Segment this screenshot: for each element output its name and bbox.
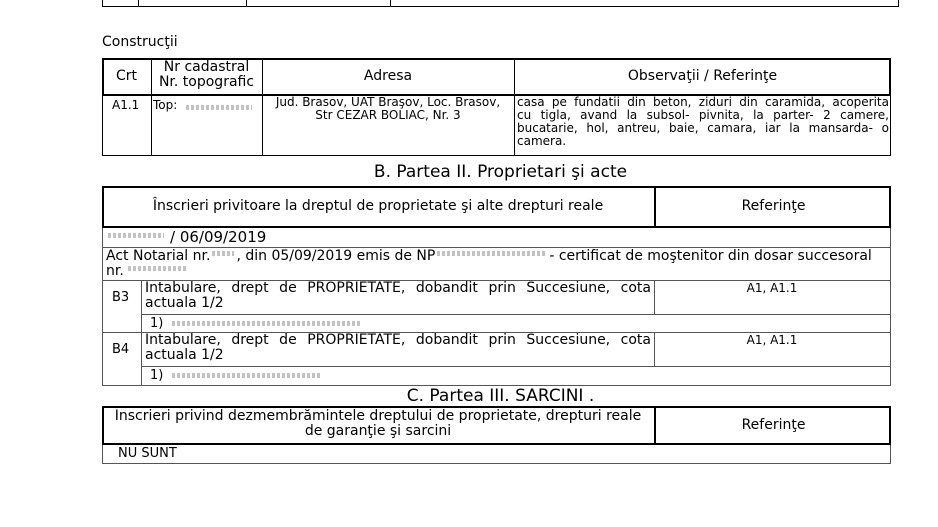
redacted-text	[437, 251, 547, 256]
header-nr-cadastral	[151, 60, 262, 90]
table-border-left	[102, 228, 103, 386]
entry-b3-text	[145, 281, 651, 311]
row-obs-line1: casa pe fundatii din beton, ziduri din caramida, acoperita	[517, 95, 889, 109]
entry-b4-ref: A1, A1.1	[746, 333, 798, 347]
partea2-header-left: Înscrieri privitoare la dreptul de proprietate şi alte drepturi reale	[152, 198, 604, 214]
row-obs-line3: bucatarie, hol, antreu, baie, camara, iar la mansarda- o	[517, 121, 889, 135]
table-border-left	[102, 445, 103, 464]
header-nr-cadastral-line1: Nr cadastral	[163, 59, 250, 75]
entry-b4-owner-index: 1)	[150, 368, 164, 383]
row-top: Top:	[153, 98, 178, 112]
partea3-header-left-line2: de garanţie şi sarcini	[304, 423, 452, 439]
header-crt: Crt	[115, 68, 138, 84]
previous-table-divider	[390, 0, 391, 6]
row-obs-line2: cu tigla, avand la subsol- pivnita, la parter- 2 camere,	[517, 108, 889, 122]
row-adresa-line1: Jud. Brasov, UAT Braşov, Loc. Brasov,	[275, 95, 501, 109]
entry-b3-id: B3	[112, 290, 130, 305]
entry-b3-ref: A1, A1.1	[746, 281, 798, 295]
partea2-act-line1	[106, 249, 891, 264]
redacted-text	[108, 233, 164, 238]
partea3-title: C. Partea III. SARCINI .	[406, 386, 595, 406]
redacted-text	[128, 266, 188, 271]
entry-b4-text	[145, 333, 651, 363]
header-adresa: Adresa	[363, 68, 413, 84]
partea3-header-right: Referinţe	[741, 417, 806, 433]
row-adresa	[262, 96, 514, 122]
act-suffix: - certificat de moştenitor din dosar succesoral	[549, 248, 872, 264]
redacted-text	[172, 321, 362, 326]
row-divider	[102, 463, 891, 464]
act-prefix: Act Notarial nr.	[106, 248, 211, 264]
row-divider	[141, 314, 891, 315]
redacted-text	[186, 105, 252, 110]
redacted-text	[212, 251, 234, 256]
previous-table-divider	[138, 0, 139, 6]
entry-b3-owner-index: 1)	[150, 316, 164, 331]
entry-b4-text-line2: actuala 1/2	[145, 347, 224, 363]
column-divider	[141, 332, 142, 386]
row-obs-line4: camera.	[517, 134, 567, 148]
constructii-heading: Construcţii	[102, 34, 178, 50]
entry-b4-text-line1: Intabulare, drept de PROPRIETATE, dobandit prin Succesiune, cota	[145, 332, 651, 348]
partea3-header-left	[102, 409, 654, 439]
row-divider	[141, 366, 891, 367]
redacted-text	[172, 373, 322, 378]
row-observatii	[517, 96, 889, 148]
partea2-date-line: / 06/09/2019	[170, 228, 267, 246]
partea2-header-right: Referinţe	[741, 198, 806, 214]
header-observatii: Observaţii / Referinţe	[627, 68, 778, 84]
partea3-content: NU SUNT	[118, 446, 177, 461]
table-border-right	[890, 445, 891, 464]
header-nr-cadastral-line2: Nr. topografic	[158, 74, 255, 90]
partea2-act-line2	[106, 264, 188, 279]
entry-b3-text-line1: Intabulare, drept de PROPRIETATE, dobandit prin Succesiune, cota	[145, 280, 651, 296]
partea3-header-left-line1: Inscrieri privind dezmembrămintele dreptului de proprietate, drepturi reale	[114, 408, 642, 424]
previous-table-divider	[246, 0, 247, 6]
row-crt: A1.1	[112, 98, 140, 112]
act-middle: , din 05/09/2019 emis de NP	[236, 248, 436, 264]
partea2-title: B. Partea II. Proprietari şi acte	[373, 162, 628, 182]
act-nr: nr.	[106, 263, 124, 279]
entry-b4-id: B4	[112, 342, 130, 357]
column-divider	[141, 280, 142, 332]
row-adresa-line2: Str CEZAR BOLIAC, Nr. 3	[315, 108, 461, 122]
previous-table-remnant	[102, 0, 899, 7]
entry-b3-text-line2: actuala 1/2	[145, 295, 224, 311]
